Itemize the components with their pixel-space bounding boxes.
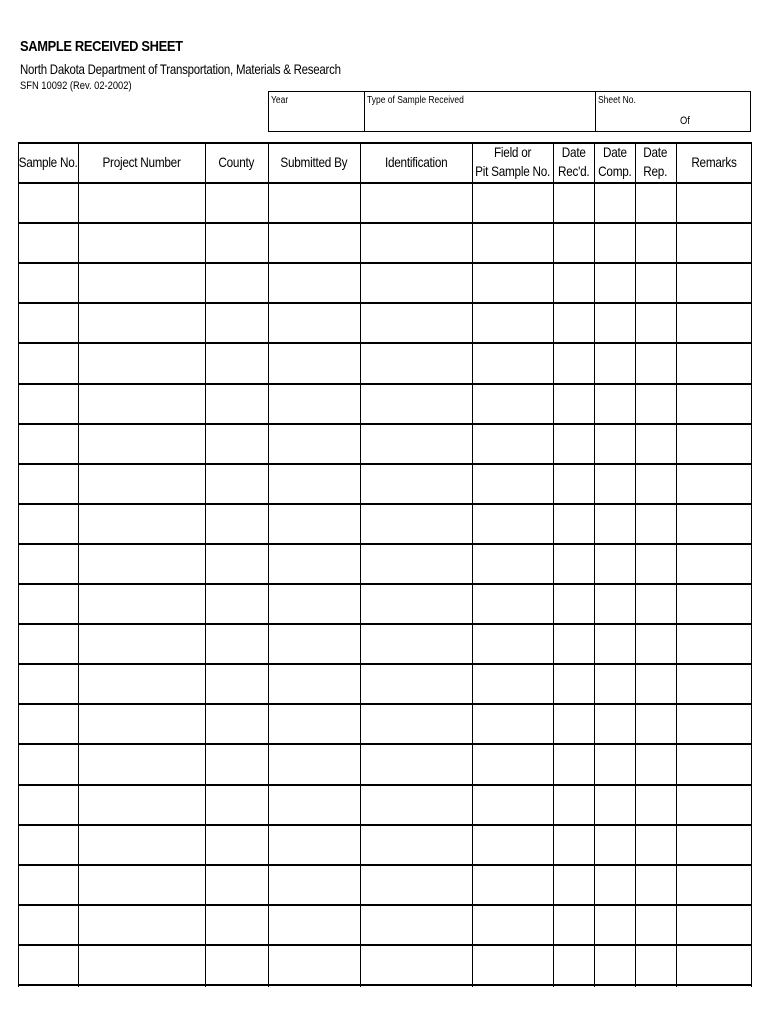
table-cell-date-rep[interactable] (636, 304, 676, 342)
table-cell-sample-no[interactable] (19, 304, 78, 342)
table-cell-date-rep[interactable] (636, 465, 676, 503)
table-cell-sample-no[interactable] (19, 545, 78, 583)
table-cell-county[interactable] (206, 505, 268, 543)
table-cell-sample-no[interactable] (19, 585, 78, 623)
table-cell-project-number[interactable] (79, 545, 205, 583)
column-header-remarks (676, 143, 751, 181)
table-cell-project-number[interactable] (79, 625, 205, 663)
table-cell-date-comp[interactable] (595, 906, 635, 944)
column-header-label: Date Comp. (597, 144, 632, 179)
table-cell-date-recd[interactable] (554, 906, 594, 944)
table-cell-sample-no[interactable] (19, 184, 78, 222)
table-cell-date-recd[interactable] (554, 625, 594, 663)
table-cell-sample-no[interactable] (19, 705, 78, 743)
table-cell-project-number[interactable] (79, 184, 205, 222)
table-cell-remarks[interactable] (677, 465, 751, 503)
table-cell-submitted-by[interactable] (269, 665, 360, 703)
table-cell-remarks[interactable] (677, 745, 751, 783)
table-cell-identification[interactable] (361, 465, 472, 503)
table-cell-date-rep[interactable] (636, 625, 676, 663)
table-cell-remarks[interactable] (677, 585, 751, 623)
table-cell-sample-no[interactable] (19, 665, 78, 703)
table-cell-submitted-by[interactable] (269, 224, 360, 262)
table-cell-sample-no[interactable] (19, 625, 78, 663)
table-cell-project-number[interactable] (79, 826, 205, 864)
table-cell-submitted-by[interactable] (269, 385, 360, 423)
table-cell-field-pit[interactable] (473, 625, 553, 663)
table-cell-field-pit[interactable] (473, 946, 553, 984)
table-cell-field-pit[interactable] (473, 665, 553, 703)
column-header-identification (360, 143, 472, 181)
table-cell-identification[interactable] (361, 826, 472, 864)
table-cell-identification[interactable] (361, 866, 472, 904)
table-cell-date-rep[interactable] (636, 705, 676, 743)
table-cell-date-comp[interactable] (595, 465, 635, 503)
table-cell-field-pit[interactable] (473, 425, 553, 463)
table-cell-identification[interactable] (361, 385, 472, 423)
table-cell-sample-no[interactable] (19, 505, 78, 543)
table-cell-project-number[interactable] (79, 385, 205, 423)
table-cell-county[interactable] (206, 705, 268, 743)
table-cell-project-number[interactable] (79, 505, 205, 543)
table-cell-date-recd[interactable] (554, 224, 594, 262)
table-cell-field-pit[interactable] (473, 906, 553, 944)
table-cell-field-pit[interactable] (473, 705, 553, 743)
table-cell-date-rep[interactable] (636, 866, 676, 904)
table-cell-remarks[interactable] (677, 344, 751, 382)
table-cell-county[interactable] (206, 264, 268, 302)
sheet-of-label: Of (680, 115, 690, 127)
table-cell-identification[interactable] (361, 344, 472, 382)
table-cell-field-pit[interactable] (473, 505, 553, 543)
table-cell-identification[interactable] (361, 425, 472, 463)
sheet-number-label: Sheet No. (598, 95, 636, 106)
table-cell-date-recd[interactable] (554, 786, 594, 824)
table-cell-date-comp[interactable] (595, 505, 635, 543)
table-cell-date-rep[interactable] (636, 385, 676, 423)
table-cell-sample-no[interactable] (19, 344, 78, 382)
table-cell-remarks[interactable] (677, 545, 751, 583)
table-cell-field-pit[interactable] (473, 786, 553, 824)
table-cell-project-number[interactable] (79, 665, 205, 703)
table-cell-field-pit[interactable] (473, 264, 553, 302)
table-cell-date-comp[interactable] (595, 786, 635, 824)
table-cell-date-recd[interactable] (554, 705, 594, 743)
table-cell-date-comp[interactable] (595, 946, 635, 984)
table-cell-county[interactable] (206, 665, 268, 703)
table-cell-sample-no[interactable] (19, 946, 78, 984)
form-title: SAMPLE RECEIVED SHEET (20, 38, 183, 55)
table-cell-field-pit[interactable] (473, 344, 553, 382)
column-header-project-number (78, 143, 205, 181)
table-cell-remarks[interactable] (677, 184, 751, 222)
table-cell-date-comp[interactable] (595, 665, 635, 703)
table-cell-date-comp[interactable] (595, 745, 635, 783)
sample-type-label: Type of Sample Received (367, 95, 464, 106)
table-cell-date-rep[interactable] (636, 184, 676, 222)
table-cell-submitted-by[interactable] (269, 946, 360, 984)
column-header-label: Project Number (102, 153, 181, 170)
table-cell-county[interactable] (206, 545, 268, 583)
table-cell-date-comp[interactable] (595, 184, 635, 222)
table-cell-submitted-by[interactable] (269, 264, 360, 302)
column-header-label: Date Rec'd. (557, 144, 590, 179)
table-cell-submitted-by[interactable] (269, 625, 360, 663)
table-cell-submitted-by[interactable] (269, 465, 360, 503)
table-cell-date-recd[interactable] (554, 385, 594, 423)
column-header-county (205, 143, 268, 181)
table-cell-date-rep[interactable] (636, 344, 676, 382)
table-cell-county[interactable] (206, 465, 268, 503)
table-cell-county[interactable] (206, 224, 268, 262)
table-cell-field-pit[interactable] (473, 745, 553, 783)
table-cell-county[interactable] (206, 826, 268, 864)
table-cell-submitted-by[interactable] (269, 184, 360, 222)
table-cell-date-comp[interactable] (595, 866, 635, 904)
table-cell-date-comp[interactable] (595, 585, 635, 623)
table-cell-identification[interactable] (361, 625, 472, 663)
table-cell-field-pit[interactable] (473, 585, 553, 623)
table-cell-date-recd[interactable] (554, 304, 594, 342)
table-cell-date-rep[interactable] (636, 585, 676, 623)
table-cell-remarks[interactable] (677, 224, 751, 262)
column-header-label: Remarks (690, 153, 737, 170)
table-cell-sample-no[interactable] (19, 866, 78, 904)
table-cell-sample-no[interactable] (19, 826, 78, 864)
column-header-label: Submitted By (280, 153, 348, 170)
table-cell-remarks[interactable] (677, 625, 751, 663)
table-cell-date-comp[interactable] (595, 304, 635, 342)
column-divider (751, 142, 752, 987)
column-header-submitted-by (268, 143, 360, 181)
table-cell-project-number[interactable] (79, 585, 205, 623)
table-cell-identification[interactable] (361, 665, 472, 703)
table-cell-remarks[interactable] (677, 786, 751, 824)
year-label: Year (271, 95, 289, 106)
table-cell-date-rep[interactable] (636, 545, 676, 583)
table-cell-submitted-by[interactable] (269, 826, 360, 864)
table-cell-date-recd[interactable] (554, 545, 594, 583)
table-cell-date-recd[interactable] (554, 946, 594, 984)
table-cell-project-number[interactable] (79, 745, 205, 783)
table-cell-project-number[interactable] (79, 906, 205, 944)
row-divider (18, 984, 751, 986)
form-number: SFN 10092 (Rev. 02-2002) (20, 80, 132, 92)
table-cell-date-recd[interactable] (554, 344, 594, 382)
table-cell-field-pit[interactable] (473, 184, 553, 222)
column-header-date-comp (594, 143, 635, 181)
table-cell-remarks[interactable] (677, 665, 751, 703)
table-cell-date-recd[interactable] (554, 184, 594, 222)
table-cell-submitted-by[interactable] (269, 786, 360, 824)
table-cell-date-recd[interactable] (554, 826, 594, 864)
table-cell-identification[interactable] (361, 946, 472, 984)
table-cell-remarks[interactable] (677, 946, 751, 984)
table-cell-remarks[interactable] (677, 866, 751, 904)
table-cell-sample-no[interactable] (19, 465, 78, 503)
table-cell-project-number[interactable] (79, 344, 205, 382)
table-cell-project-number[interactable] (79, 705, 205, 743)
table-cell-identification[interactable] (361, 184, 472, 222)
table-cell-county[interactable] (206, 184, 268, 222)
table-cell-field-pit[interactable] (473, 545, 553, 583)
table-cell-submitted-by[interactable] (269, 745, 360, 783)
table-cell-identification[interactable] (361, 906, 472, 944)
table-cell-project-number[interactable] (79, 304, 205, 342)
column-header-date-recd (553, 143, 594, 181)
table-cell-county[interactable] (206, 906, 268, 944)
table-cell-date-recd[interactable] (554, 745, 594, 783)
table-cell-sample-no[interactable] (19, 425, 78, 463)
table-cell-date-comp[interactable] (595, 344, 635, 382)
table-cell-submitted-by[interactable] (269, 585, 360, 623)
table-cell-date-recd[interactable] (554, 264, 594, 302)
table-cell-remarks[interactable] (677, 826, 751, 864)
table-cell-project-number[interactable] (79, 425, 205, 463)
table-cell-remarks[interactable] (677, 264, 751, 302)
table-cell-county[interactable] (206, 946, 268, 984)
table-cell-identification[interactable] (361, 264, 472, 302)
column-header-label: Date Rep. (643, 144, 668, 179)
table-cell-date-comp[interactable] (595, 705, 635, 743)
table-cell-date-comp[interactable] (595, 826, 635, 864)
column-header-label: County (218, 153, 255, 170)
table-cell-date-rep[interactable] (636, 425, 676, 463)
table-cell-county[interactable] (206, 866, 268, 904)
table-cell-county[interactable] (206, 304, 268, 342)
table-cell-county[interactable] (206, 786, 268, 824)
table-cell-date-recd[interactable] (554, 585, 594, 623)
table-cell-project-number[interactable] (79, 264, 205, 302)
table-cell-date-recd[interactable] (554, 425, 594, 463)
department-name: North Dakota Department of Transportation, Materials & Research (20, 61, 341, 77)
table-cell-identification[interactable] (361, 745, 472, 783)
table-cell-date-recd[interactable] (554, 665, 594, 703)
table-cell-date-rep[interactable] (636, 946, 676, 984)
table-cell-project-number[interactable] (79, 866, 205, 904)
table-cell-county[interactable] (206, 745, 268, 783)
table-cell-submitted-by[interactable] (269, 304, 360, 342)
table-cell-identification[interactable] (361, 705, 472, 743)
table-cell-date-rep[interactable] (636, 826, 676, 864)
table-cell-date-rep[interactable] (636, 505, 676, 543)
table-cell-identification[interactable] (361, 505, 472, 543)
table-cell-submitted-by[interactable] (269, 545, 360, 583)
table-cell-submitted-by[interactable] (269, 505, 360, 543)
table-cell-sample-no[interactable] (19, 264, 78, 302)
table-cell-identification[interactable] (361, 304, 472, 342)
table-cell-date-rep[interactable] (636, 786, 676, 824)
table-cell-county[interactable] (206, 625, 268, 663)
table-cell-date-rep[interactable] (636, 906, 676, 944)
table-cell-project-number[interactable] (79, 786, 205, 824)
table-cell-field-pit[interactable] (473, 304, 553, 342)
table-cell-sample-no[interactable] (19, 385, 78, 423)
table-cell-county[interactable] (206, 425, 268, 463)
table-cell-project-number[interactable] (79, 946, 205, 984)
table-cell-identification[interactable] (361, 224, 472, 262)
table-cell-date-comp[interactable] (595, 224, 635, 262)
column-header-label: Field or Pit Sample No. (475, 144, 550, 179)
table-cell-field-pit[interactable] (473, 224, 553, 262)
table-cell-date-comp[interactable] (595, 385, 635, 423)
table-cell-sample-no[interactable] (19, 906, 78, 944)
column-header-date-rep (635, 143, 676, 181)
table-cell-submitted-by[interactable] (269, 344, 360, 382)
table-cell-remarks[interactable] (677, 705, 751, 743)
column-header-field-pit (472, 143, 553, 181)
table-cell-identification[interactable] (361, 545, 472, 583)
table-cell-remarks[interactable] (677, 385, 751, 423)
table-cell-county[interactable] (206, 385, 268, 423)
table-cell-project-number[interactable] (79, 224, 205, 262)
table-cell-submitted-by[interactable] (269, 866, 360, 904)
table-cell-field-pit[interactable] (473, 826, 553, 864)
table-cell-date-comp[interactable] (595, 545, 635, 583)
column-header-label: Sample No. (18, 153, 78, 170)
table-cell-submitted-by[interactable] (269, 705, 360, 743)
table-cell-date-rep[interactable] (636, 224, 676, 262)
table-cell-county[interactable] (206, 344, 268, 382)
table-cell-remarks[interactable] (677, 425, 751, 463)
table-cell-date-comp[interactable] (595, 425, 635, 463)
table-cell-sample-no[interactable] (19, 745, 78, 783)
column-header-label: Identification (384, 153, 448, 170)
table-cell-date-comp[interactable] (595, 625, 635, 663)
table-cell-identification[interactable] (361, 786, 472, 824)
table-cell-date-recd[interactable] (554, 505, 594, 543)
table-cell-remarks[interactable] (677, 906, 751, 944)
table-cell-date-rep[interactable] (636, 264, 676, 302)
table-cell-date-rep[interactable] (636, 745, 676, 783)
table-cell-project-number[interactable] (79, 465, 205, 503)
table-cell-date-recd[interactable] (554, 866, 594, 904)
table-cell-field-pit[interactable] (473, 465, 553, 503)
table-cell-remarks[interactable] (677, 505, 751, 543)
table-cell-county[interactable] (206, 585, 268, 623)
column-header-sample-no (18, 143, 78, 181)
table-cell-date-comp[interactable] (595, 264, 635, 302)
table-cell-field-pit[interactable] (473, 385, 553, 423)
table-cell-date-rep[interactable] (636, 665, 676, 703)
table-cell-identification[interactable] (361, 585, 472, 623)
table-cell-submitted-by[interactable] (269, 425, 360, 463)
table-cell-field-pit[interactable] (473, 866, 553, 904)
table-cell-sample-no[interactable] (19, 786, 78, 824)
table-cell-submitted-by[interactable] (269, 906, 360, 944)
table-cell-remarks[interactable] (677, 304, 751, 342)
table-cell-sample-no[interactable] (19, 224, 78, 262)
table-cell-date-recd[interactable] (554, 465, 594, 503)
